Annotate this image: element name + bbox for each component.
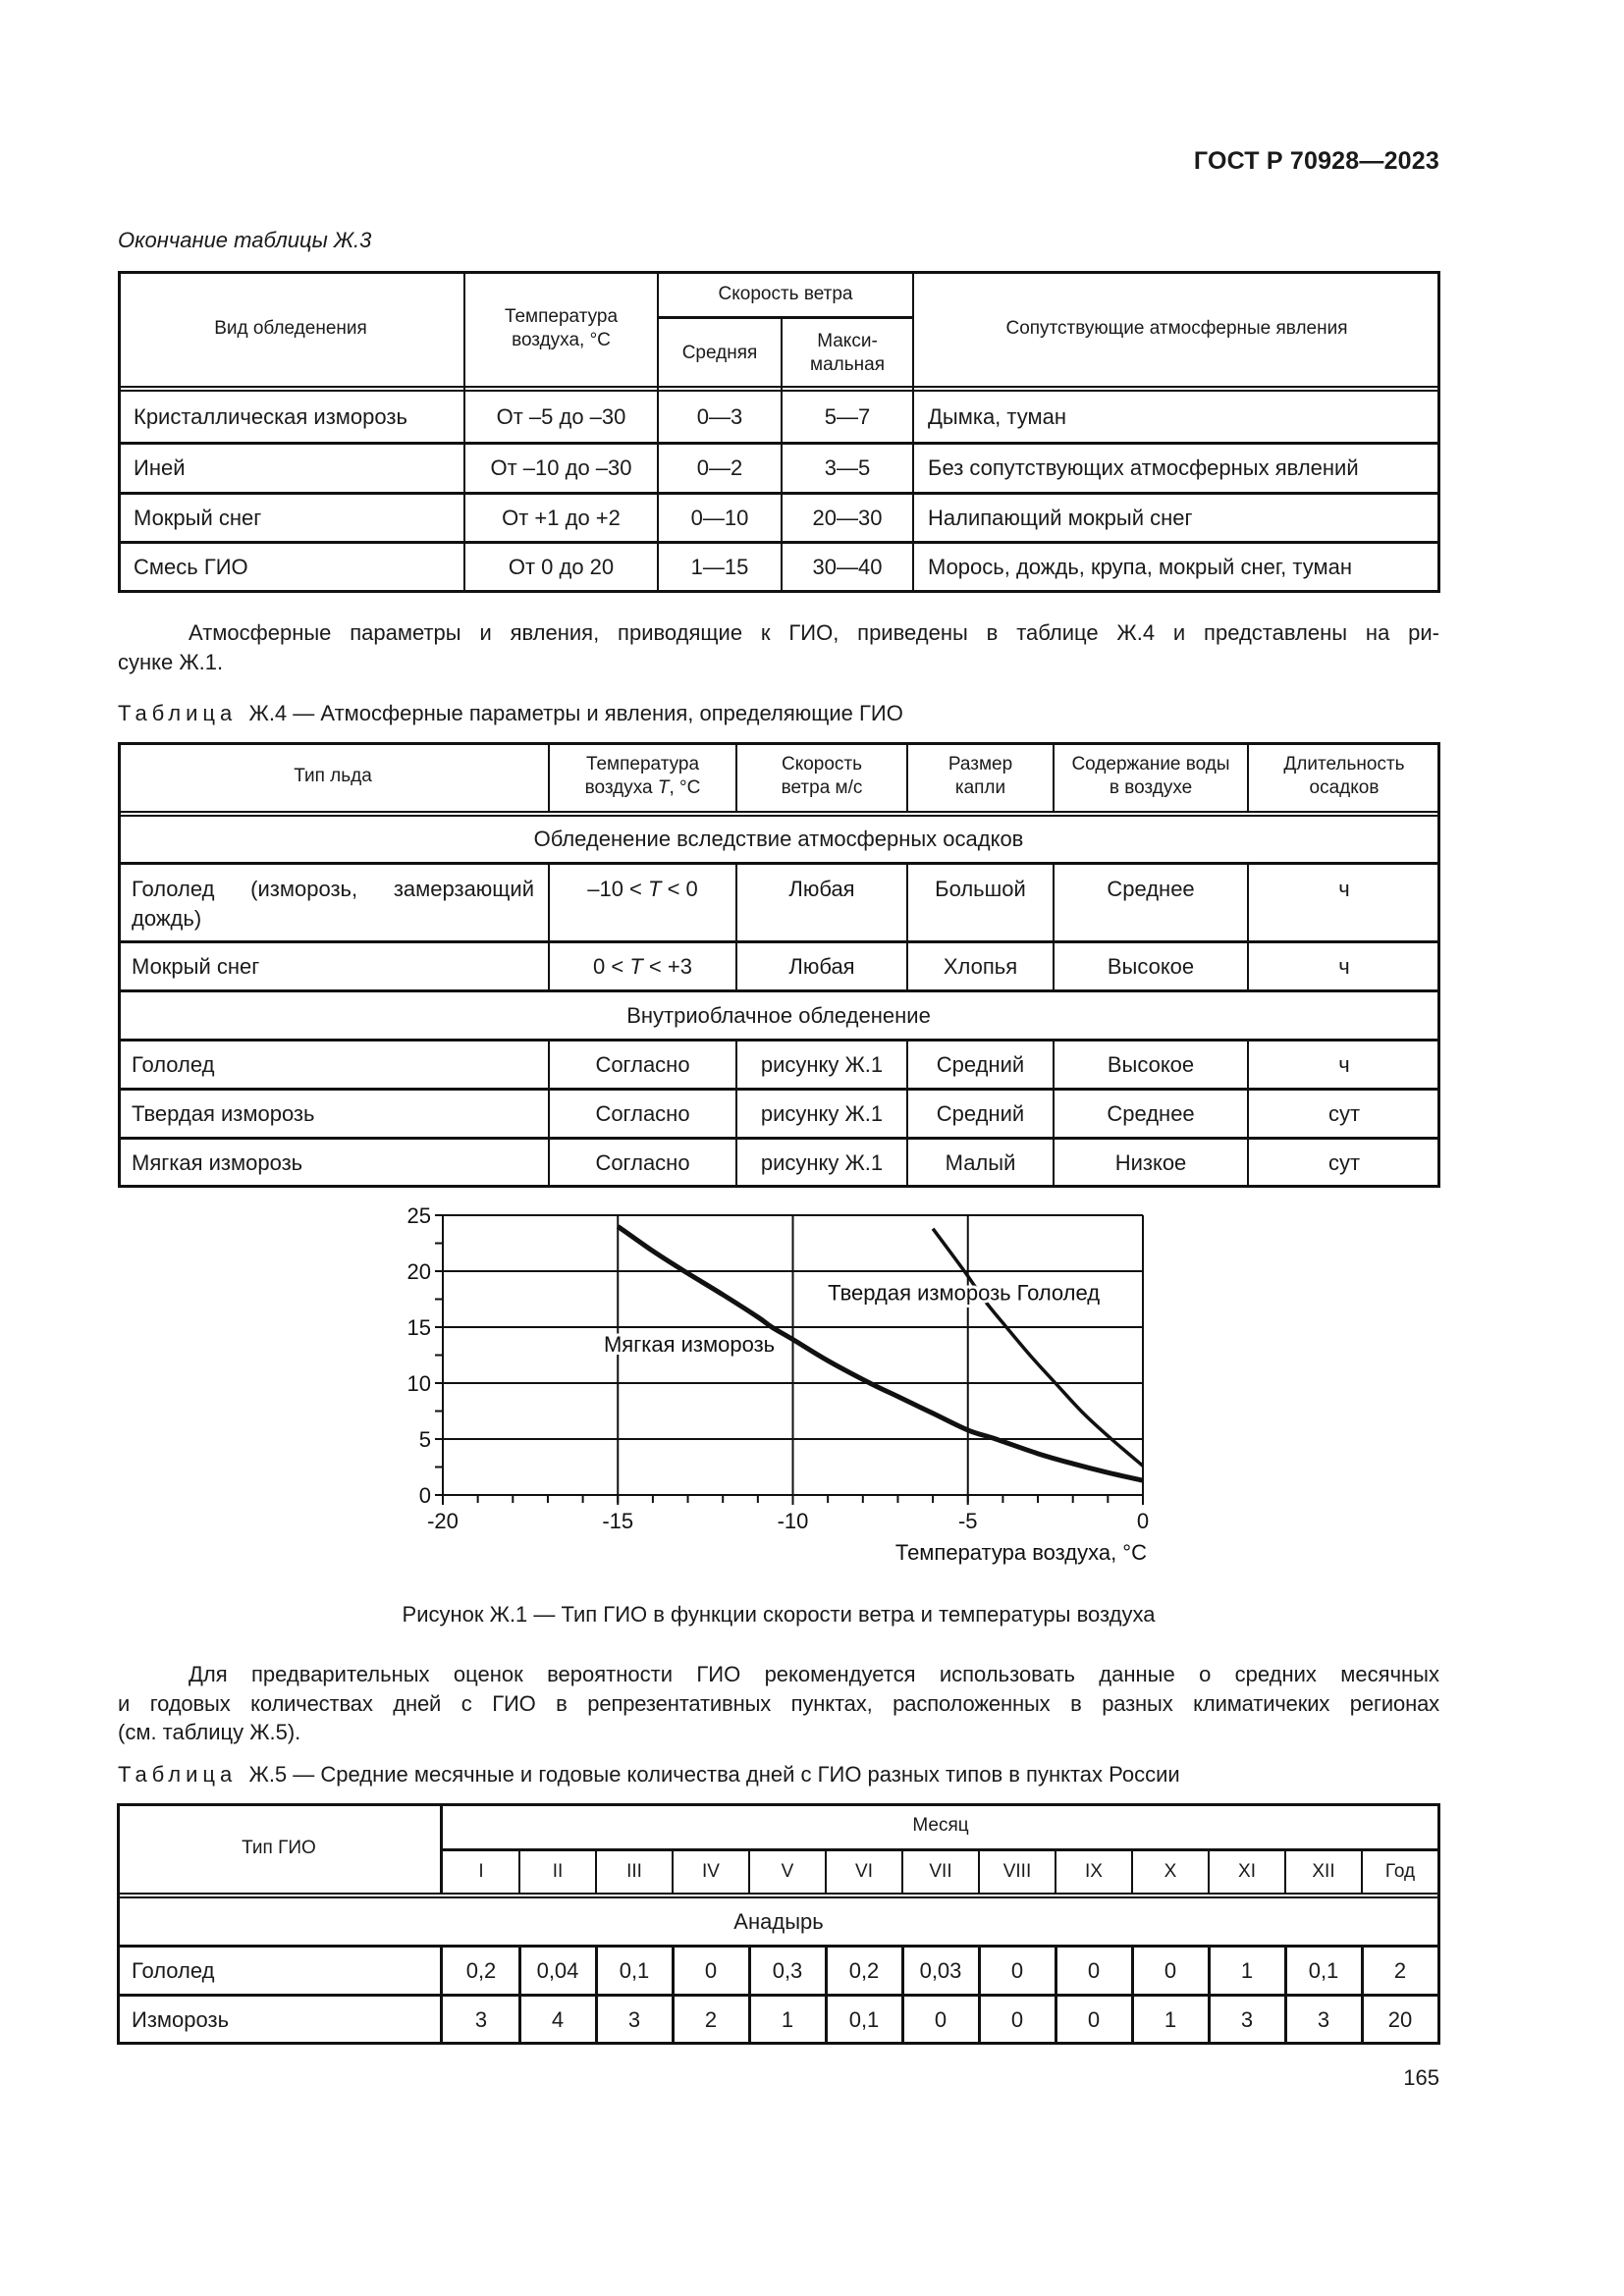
table-j4-caption: Таблица Ж.4 — Атмосферные параметры и явления, определяющие ГИО [118,701,903,725]
y-tick-label: 5 [418,1427,431,1452]
cell-wind: рисунку Ж.1 [760,1100,884,1126]
cell-temperature: Согласно [595,1149,690,1175]
region-label: Гололед [1016,1280,1101,1306]
cell-temperature: 0 < T < +3 [593,953,692,979]
y-tick-label: 20 [406,1259,431,1284]
x-tick-label: -15 [602,1509,634,1533]
cell-wind-max: 5—7 [824,403,871,429]
value-cell: 0,1 [619,1957,650,1983]
cell-temperature: От 0 до 20 [508,555,615,579]
header-ice-type: Тип льда [294,766,372,786]
cell-type: Твердая изморозь [132,1100,315,1126]
region-label: Твердая изморозь [828,1280,1011,1306]
cell-phenomena: Дымка, туман [928,403,1066,429]
month-header-cell: XII [1312,1861,1335,1882]
value-cell: 0 [934,2006,947,2032]
month-header-cell: V [781,1861,794,1882]
value-cell: 3 [474,2006,488,2032]
value-cell: 2 [704,2006,718,2032]
cell-temperature: От +1 до +2 [502,505,621,530]
value-cell: 0 [1087,2006,1101,2032]
cell-drop: Большой [935,877,1026,901]
paragraph-intro-j4: Атмосферные параметры и явления, приводящие к ГИО, приведены в таблице Ж.4 и представлены на ри- сунке Ж.1. [118,620,1439,674]
cell-duration: сут [1327,1100,1361,1126]
month-header-cell: II [552,1861,564,1882]
table-continuation-label: Окончание таблицы Ж.3 [118,228,372,252]
header-temperature: Температура воздуха T, °С [584,754,701,798]
cell-wind-max: 3—5 [824,455,871,480]
month-header-cell: VII [929,1861,952,1882]
value-cell: 0 [1010,1957,1024,1983]
cell-duration: сут [1327,1149,1361,1175]
month-header-cell: IV [702,1861,720,1882]
header-wind: Скорость ветра м/с [781,754,863,798]
cell-type: Мокрый снег [132,953,260,979]
header-ice-type: Вид обледенения [214,318,367,339]
cell-wind: рисунку Ж.1 [760,1149,884,1175]
cell-drop: Средний [936,1051,1025,1077]
value-cell: 0,2 [465,1957,497,1983]
cell-water: Среднее [1107,877,1195,901]
cell-water: Высокое [1107,1051,1195,1077]
month-header-cell: Год [1384,1861,1416,1882]
cell-wind-max: 20—30 [812,505,883,530]
month-header-cell: III [626,1861,642,1882]
cell-phenomena: Налипающий мокрый снег [928,505,1193,530]
value-cell: 1 [1164,2006,1177,2032]
month-header-cell: X [1164,1861,1177,1882]
value-cell: 0,03 [919,1957,962,1983]
cell-type: Мокрый снег [134,505,262,530]
y-tick-label: 10 [406,1371,431,1396]
header-month: Месяц [912,1815,969,1836]
value-cell: 0 [704,1957,718,1983]
header-duration: Длительность осадков [1283,754,1405,798]
x-tick-label: -10 [777,1509,809,1533]
month-header-cell: XI [1238,1861,1256,1882]
cell-type: Гололед (изморозь, замерзающий дождь) [132,877,534,931]
value-cell: 20 [1387,2006,1413,2032]
cell-wind-max: 30—40 [812,555,883,579]
cell-wind-avg: 0—10 [690,505,749,530]
value-cell: 0,3 [772,1957,803,1983]
cell-duration: ч [1338,877,1350,901]
cell-wind-avg: 0—2 [696,455,743,480]
chart-grid [435,1215,1143,1505]
cell-temperature: От –10 до –30 [490,455,632,480]
cell-drop: Хлопья [943,953,1018,979]
value-cell: 0 [1164,1957,1177,1983]
region-label: Мягкая изморозь [603,1332,776,1358]
cell-water: Низкое [1114,1149,1187,1175]
value-cell: 0 [1087,1957,1101,1983]
cell-temperature: Согласно [595,1100,690,1126]
cell-temperature: От –5 до –30 [496,403,626,429]
value-cell: 3 [1240,2006,1254,2032]
cell-type: Гололед [132,1957,215,1983]
header-type: Тип ГИО [242,1838,316,1858]
month-header-cell: VIII [1002,1861,1032,1882]
value-cell: 0,1 [848,2006,880,2032]
header-water-content: Содержание воды в воздухе [1071,754,1230,798]
header-phenomena: Сопутствующие атмосферные явления [1005,318,1348,339]
month-header-cell: I [478,1861,484,1882]
value-cell: 4 [551,2006,565,2032]
value-cell: 0,04 [536,1957,579,1983]
cell-type: Кристаллическая изморозь [134,403,407,429]
table-j5-caption: Таблица Ж.5 — Средние месячные и годовые количества дней с ГИО разных типов в пунктах России [118,1762,1180,1787]
cell-type: Смесь ГИО [134,555,248,579]
cell-duration: ч [1338,953,1350,979]
value-cell: 0 [1010,2006,1024,2032]
value-cell: 1 [781,2006,794,2032]
x-tick-label: -20 [427,1509,459,1533]
value-cell: 0,2 [848,1957,880,1983]
figure-caption: Рисунок Ж.1 — Тип ГИО в функции скорости ветра и температуры воздуха [402,1602,1156,1627]
cell-wind: Любая [788,877,855,901]
cell-drop: Малый [945,1149,1016,1175]
cell-type: Мягкая изморозь [132,1149,303,1175]
header-wind-avg: Средняя [681,342,758,363]
cell-wind-avg: 0—3 [696,403,743,429]
section-title: Обледенение вследствие атмосферных осадков [533,827,1024,851]
header-wind-max: Макси-мальная [810,330,885,375]
cell-wind-avg: 1—15 [690,555,749,579]
value-cell: 3 [627,2006,641,2032]
y-tick-label: 25 [406,1203,431,1228]
month-header-cell: VI [855,1861,873,1882]
cell-wind: рисунку Ж.1 [760,1051,884,1077]
section-title: Внутриоблачное обледенение [626,1002,931,1028]
month-header-cell: IX [1085,1861,1103,1882]
cell-drop: Средний [936,1100,1025,1126]
cell-duration: ч [1338,1051,1350,1077]
header-wind-speed: Скорость ветра [718,283,853,304]
document-id: ГОСТ Р 70928—2023 [1193,147,1439,175]
cell-type: Гололед [132,1051,215,1077]
cell-temperature: Согласно [595,1051,690,1077]
cell-phenomena: Без сопутствующих атмосферных явлений [928,455,1359,480]
cell-wind: Любая [788,953,855,979]
cell-water: Среднее [1107,1100,1195,1126]
y-tick-label: 15 [406,1315,431,1340]
cell-type: Иней [134,455,186,480]
header-temperature: Температура воздуха, °С [504,306,619,350]
figure-j1-chart [373,1198,1178,1590]
cell-temperature: –10 < T < 0 [587,877,698,901]
station-name: Анадырь [733,1908,824,1934]
x-axis-label: Температура воздуха, °С [894,1540,1147,1565]
page-number: 165 [1403,2065,1439,2090]
y-tick-label: 0 [418,1483,431,1508]
cell-water: Высокое [1107,953,1195,979]
x-tick-label: -5 [957,1509,978,1533]
cell-phenomena: Морось, дождь, крупа, мокрый снег, туман [928,555,1352,579]
value-cell: 2 [1393,1957,1407,1983]
x-tick-label: 0 [1136,1509,1150,1533]
value-cell: 1 [1240,1957,1254,1983]
paragraph-intro-j5: Для предварительных оценок вероятности ГИО рекомендуется использовать данные о средних месячных и годовых количествах дней с ГИО в репрезентативных пунктах, расположенных в разных климатичеких регионах (см. таблицу Ж.5). [118,1662,1439,1744]
cell-type: Изморозь [132,2006,230,2032]
value-cell: 0,1 [1308,1957,1339,1983]
value-cell: 3 [1317,2006,1330,2032]
header-drop-size: Размер капли [947,754,1013,798]
